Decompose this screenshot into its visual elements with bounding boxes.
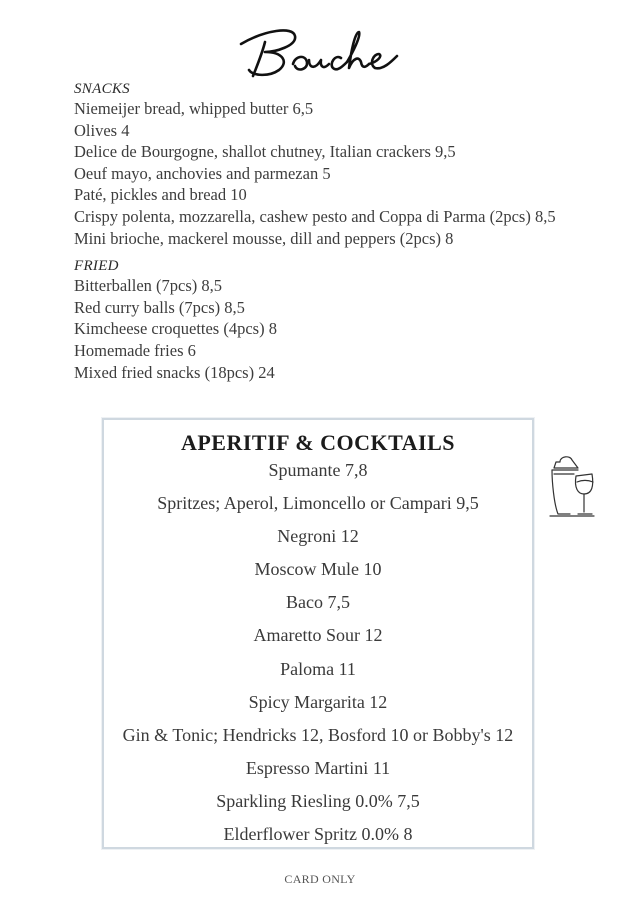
menu-item: Bitterballen (7pcs) 8,5: [74, 276, 223, 296]
menu-item: Homemade fries 6: [74, 340, 196, 360]
brand-logo: [0, 22, 640, 88]
menu-item: Crispy polenta, mozzarella, cashew pesto and Coppa di Parma (2pcs) 8,5: [74, 206, 556, 226]
cocktail-item: Gin & Tonic; Hendricks 12, Bosford 10 or Bobby's 12: [122, 724, 514, 745]
cocktails-title: APERITIF & COCKTAILS: [180, 430, 456, 455]
payment-note: CARD ONLY: [284, 872, 356, 886]
food-menu: [74, 80, 614, 391]
menu-item: Niemeijer bread, whipped butter 6,5: [74, 99, 314, 118]
section-fried: [74, 257, 614, 383]
cocktail-item: Baco 7,5: [286, 592, 350, 613]
cocktail-item: Spicy Margarita 12: [248, 691, 388, 712]
cocktail-item: Paloma 11: [280, 658, 356, 679]
cocktail-item: Spumante 7,8: [268, 460, 368, 480]
cocktail-item: Elderflower Spritz 0.0% 8: [223, 824, 413, 845]
menu-item: Kimcheese croquettes (4pcs) 8: [74, 319, 277, 339]
menu-item: Olives 4: [74, 120, 130, 140]
menu-item: Mixed fried snacks (18pcs) 24: [74, 362, 275, 382]
cocktail-item: Moscow Mule 10: [254, 559, 382, 580]
section-snacks: [74, 80, 614, 249]
section-title: FRIED: [74, 258, 119, 275]
cocktail-item: Negroni 12: [277, 526, 359, 547]
menu-item: Oeuf mayo, anchovies and parmezan 5: [74, 163, 331, 183]
menu-item: Delice de Bourgogne, shallot chutney, Italian crackers 9,5: [74, 142, 456, 162]
menu-item: Red curry balls (7pcs) 8,5: [74, 297, 245, 317]
cocktails-box: [102, 418, 534, 849]
cocktail-item: Sparkling Riesling 0.0% 7,5: [216, 790, 420, 811]
bouche-script-logo: [235, 22, 405, 84]
section-title: SNACKS: [74, 81, 130, 97]
cocktails-list: [104, 458, 532, 855]
menu-item: Paté, pickles and bread 10: [74, 185, 247, 205]
cocktail-item: Espresso Martini 11: [245, 757, 391, 778]
menu-item: Mini brioche, mackerel mousse, dill and peppers (2pcs) 8: [74, 228, 454, 248]
cocktail-item: Spritzes; Aperol, Limoncello or Campari 9,5: [157, 493, 479, 514]
cocktail-shaker-and-glass-icon: [548, 452, 596, 524]
cocktail-item: Amaretto Sour 12: [253, 625, 383, 646]
